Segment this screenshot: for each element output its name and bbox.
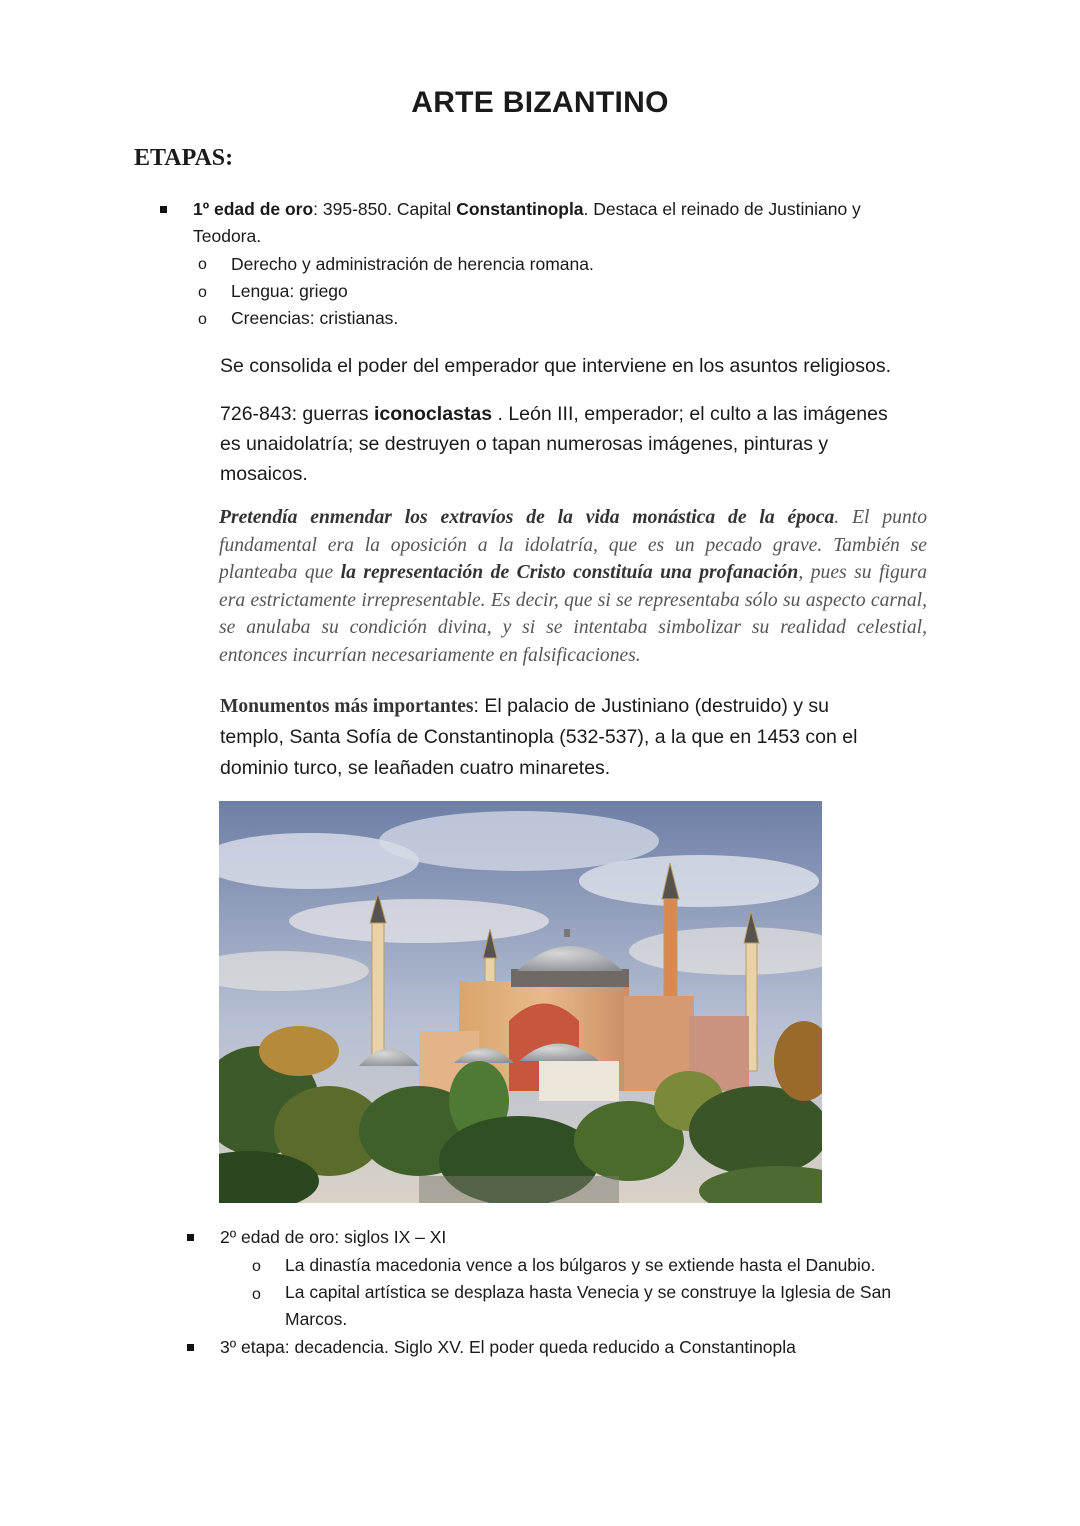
circle-bullet-icon: o (252, 1286, 261, 1303)
stage1-sub-item: Derecho y administración de herencia romana. (231, 254, 594, 274)
monuments-line2: templo, Santa Sofía de Constantinopla (532-537), a la que en 1453 con el (220, 726, 858, 748)
stage2-sub-item-cont: Marcos. (285, 1309, 348, 1329)
stage1-line2: Teodora. (193, 226, 262, 246)
stage1-sub-item: Creencias: cristianas. (231, 308, 399, 328)
stage2-sub-item: La dinastía macedonia vence a los búlgaros y se extiende hasta el Danubio. (285, 1255, 876, 1275)
monuments-line3: dominio turco, se leañaden cuatro minaretes. (220, 757, 611, 779)
circle-bullet-icon: o (198, 256, 207, 273)
page-title: ARTE BIZANTINO (411, 86, 669, 119)
monuments-line1: Monumentos más importantes: El palacio de Justiniano (destruido) y su (220, 695, 830, 717)
iconoclasm-quote: Pretendía enmendar los extravíos de la vida monástica de la época. El punto fundamental era la oposición a la idolatría, que es un pecado grave. También se planteaba que la representación de Cristo constituía una profanación, pues su figura era estrictamente irrepresentable. Es decir, que si se representaba sólo su aspecto carnal, se anulaba su condición divina, y si se intentaba simbolizar su realidad celestial, entonces incurrían necesariamente en falsificaciones. (219, 507, 927, 666)
paragraph-iconoclasm-line1: 726-843: guerras iconoclastas . León III, emperador; el culto a las imágenes (220, 403, 888, 425)
monuments-label: Monumentos más importantes (220, 696, 474, 717)
stage1-line1: 1º edad de oro: 395-850. Capital Constantinopla. Destaca el reinado de Justiniano y (193, 199, 861, 219)
stage2-sub-item: La capital artística se desplaza hasta Venecia y se construye la Iglesia de San (285, 1282, 892, 1302)
square-bullet-icon (187, 1234, 194, 1241)
paragraph-emperor: Se consolida el poder del emperador que interviene en los asuntos religiosos. (220, 355, 891, 377)
stage1-capital: Constantinopla (456, 199, 584, 219)
circle-bullet-icon: o (198, 311, 207, 328)
square-bullet-icon (187, 1344, 194, 1351)
stage3-label: 3º etapa: decadencia. Siglo XV. El poder queda reducido a Constantinopla (220, 1337, 796, 1357)
hagia-sophia-photo (219, 801, 822, 1203)
square-bullet-icon (160, 206, 167, 213)
paragraph-iconoclasm-line3: mosaicos. (220, 463, 308, 485)
stage1-sub-item: Lengua: griego (231, 281, 348, 301)
stage1-label: 1º edad de oro (193, 199, 314, 219)
section-heading: ETAPAS: (134, 145, 234, 171)
stage2-label: 2º edad de oro: siglos IX – XI (220, 1227, 447, 1247)
paragraph-iconoclasm-line2: es unaidolatría; se destruyen o tapan numerosas imágenes, pinturas y (220, 433, 829, 455)
circle-bullet-icon: o (198, 284, 207, 301)
circle-bullet-icon: o (252, 1258, 261, 1275)
